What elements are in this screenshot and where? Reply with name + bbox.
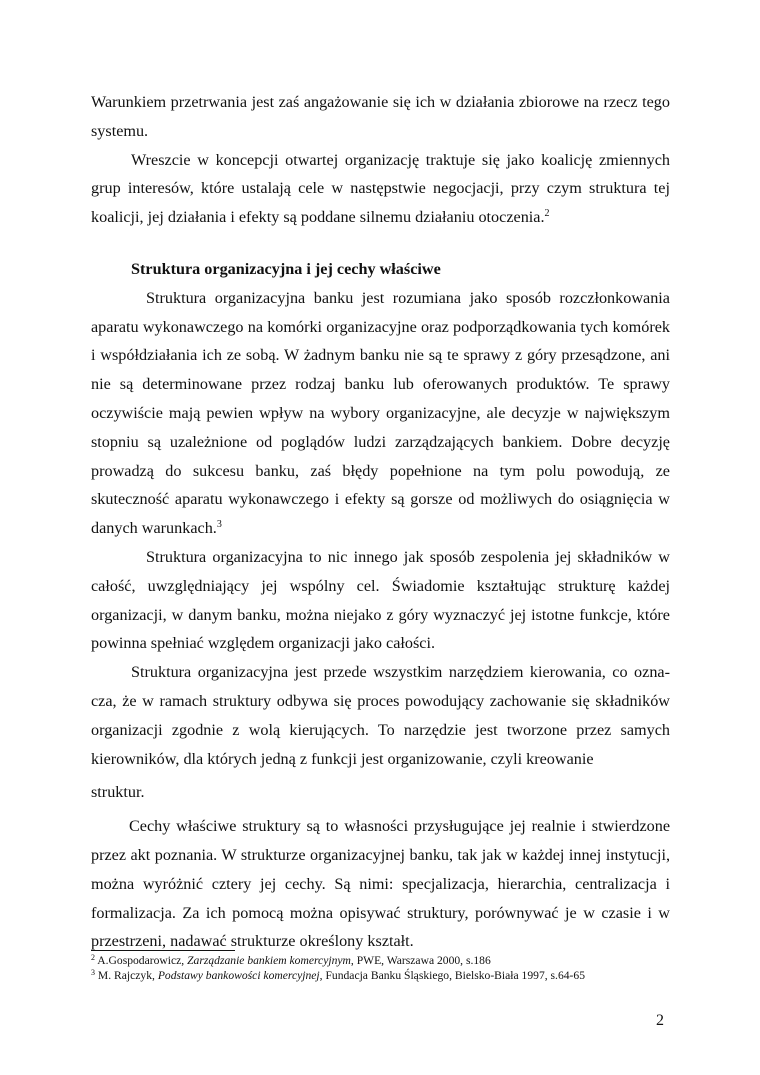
paragraph-6: [91, 812, 670, 956]
paragraph-2-text: Wreszcie w koncepcji otwartej organizację traktuje się jako koalicję zmiennych grup interesów, które ustalają cele w następstwie negocjacji, przy czym struktura tej koalicji, jej działania i efekty są poddane silnemu działaniu otoczenia.: [91, 150, 670, 227]
footnote-3-number: 3: [91, 968, 95, 977]
document-body: [91, 88, 670, 956]
paragraph-5: [91, 658, 670, 773]
footnote-3-author: M. Rajczyk,: [97, 969, 155, 982]
paragraph-3: [91, 284, 670, 543]
footnote-3-publisher: , Fundacja Banku Śląskiego, Bielsko-Biała 1997, s.64-65: [319, 969, 585, 982]
footnote-2-number: 2: [91, 953, 95, 962]
page-number: 2: [656, 1012, 664, 1029]
footnote-ref-2: 2: [544, 208, 550, 220]
paragraph-4-text: Struktura organizacyjna to nic innego jak sposób zespolenia jej składników w całość, uwzględniający jej wspólny cel. Świadomie kształtując strukturę każdej organizacji, w danym banku, można niejako z góry wyznaczyć jej istotne funkcje, które powinna spełniać względem organizacji jako całości.: [91, 547, 670, 653]
paragraph-6-text: Cechy właściwe struktury są to własności przysługujące jej realnie i stwierdzone przez akt poznania. W strukturze organizacyjnej banku, tak jak w każdej innej instytucji, można wyróżnić cztery jej cechy. Są nimi: specjalizacja, hierarchia, centralizacja i formalizacja. Za ich pomocą można opisywać struktury, porównywać je w czasie i w przestrzeni, nadawać strukturze określony kształt.: [91, 817, 670, 951]
paragraph-1: [91, 88, 670, 146]
paragraph-4: [91, 543, 670, 658]
footnote-3-title: Podstawy bankowości komercyjnej: [157, 969, 320, 982]
footnotes: [91, 953, 691, 983]
paragraph-3-text: Struktura organizacyjna banku jest rozumiana jako sposób rozczłonkowania aparatu wykonawczego na komórki organizacyjne oraz podporządkowania tych komórek i współdziałania ich ze sobą. W żadnym banku nie są te sprawy z góry przesądzone, ani nie są determinowane przez rodzaj banku lub oferowanych produktów. Te sprawy oczywiście mają pewien wpływ na wybory organizacyjne, ale decyzje w największym stopniu są uzależnione od poglądów ludzi zarządzających bankiem. Dobre decyzję prowadzą do sukcesu banku, zaś błędy popełnione na tym polu powodują, ze skuteczność aparatu wykonawczego i efekty są gorsze od możliwych do osiągnięcia w danych warunkach.: [91, 288, 670, 538]
section-heading: Struktura organizacyjna i jej cechy właściwe: [131, 259, 441, 278]
footnote-ref-3: 3: [216, 519, 222, 531]
paragraph-5-text: Struktura organizacyjna jest przede wszystkim narzędziem kierowania, co oznacza, że w ramach struktury odbywa się proces powodujący zachowanie się składników organizacji zgodnie z wolą kierujących. To narzędzie jest tworzone przez samych kierowników, dla których jedną z funkcji jest organizowanie, czyli kreowanie: [91, 663, 670, 768]
paragraph-5-tail: struktur.: [91, 783, 145, 802]
footnote-divider: [91, 950, 235, 951]
footnote-2-title: Zarządzanie bankiem komercyjnym: [187, 954, 351, 967]
footnote-2-author: A.Gospodarowicz,: [97, 954, 185, 967]
paragraph-2: [91, 146, 670, 232]
footnote-3: [91, 968, 691, 983]
footnote-2: [91, 953, 691, 968]
footnote-2-publisher: , PWE, Warszawa 2000, s.186: [350, 954, 491, 967]
paragraph-1-text: Warunkiem przetrwania jest zaś angażowanie się ich w działania zbiorowe na rzecz tego systemu.: [91, 93, 670, 140]
